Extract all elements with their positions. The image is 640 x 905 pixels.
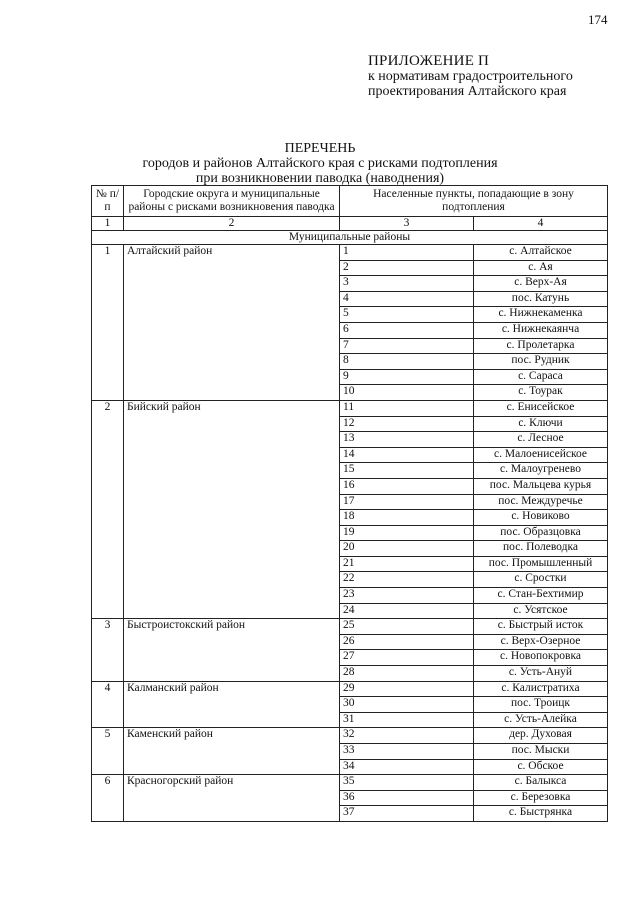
page-number: 174 (588, 12, 608, 27)
settlement-number: 32 (340, 728, 474, 744)
settlement-number: 19 (340, 525, 474, 541)
settlement-number: 16 (340, 478, 474, 494)
heading-line: при возникновении паводка (наводнения) (195, 171, 445, 186)
district-name: Алтайский район (124, 245, 340, 401)
table-row (92, 245, 608, 261)
district-name: Быстроистокский район (124, 619, 340, 681)
settlement-name: с. Усятское (474, 603, 608, 619)
settlement-name: с. Малоенисейское (474, 447, 608, 463)
settlement-number: 20 (340, 541, 474, 557)
settlement-name: с. Новопокровка (474, 650, 608, 666)
settlement-name: с. Пролетарка (474, 338, 608, 354)
settlement-number: 28 (340, 666, 474, 682)
settlement-number: 15 (340, 463, 474, 479)
settlement-name: пос. Рудник (474, 354, 608, 370)
settlement-name: с. Быстрый исток (474, 619, 608, 635)
settlement-number: 11 (340, 400, 474, 416)
district-name: Бийский район (124, 400, 340, 618)
table-row (92, 681, 608, 697)
heading-title: ПЕРЕЧЕНЬ (284, 141, 356, 156)
settlement-number: 5 (340, 307, 474, 323)
settlement-name: с. Енисейское (474, 400, 608, 416)
table-row (92, 619, 608, 635)
appendix-line: к нормативам градостроительного (368, 69, 573, 84)
settlement-name: с. Обское (474, 759, 608, 775)
table-row (92, 728, 608, 744)
settlement-number: 30 (340, 697, 474, 713)
settlement-number: 29 (340, 681, 474, 697)
settlement-name: с. Быстрянка (474, 806, 608, 822)
settlement-name: с. Сростки (474, 572, 608, 588)
settlement-number: 9 (340, 369, 474, 385)
settlement-number: 27 (340, 650, 474, 666)
settlement-name: с. Верх-Озерное (474, 634, 608, 650)
heading-line: городов и районов Алтайского края с рисками подтопления (142, 156, 498, 171)
table-body (92, 245, 608, 822)
settlement-number: 1 (340, 245, 474, 261)
settlement-number: 17 (340, 494, 474, 510)
appendix-block (368, 54, 573, 99)
section-row (92, 231, 608, 245)
settlement-name: с. Верх-Ая (474, 276, 608, 292)
column-number: 3 (340, 217, 474, 231)
settlement-name: с. Ая (474, 260, 608, 276)
column-number: 1 (92, 217, 124, 231)
settlement-name: с. Сараса (474, 369, 608, 385)
settlement-name: с. Нижнекаменка (474, 307, 608, 323)
table-row (92, 775, 608, 791)
appendix-line: проектирования Алтайского края (368, 84, 567, 99)
settlement-name: с. Нижнекаянча (474, 322, 608, 338)
settlement-number: 18 (340, 510, 474, 526)
district-name: Каменский район (124, 728, 340, 775)
district-number: 6 (92, 775, 124, 822)
settlement-name: пос. Полеводка (474, 541, 608, 557)
settlement-name: с. Березовка (474, 790, 608, 806)
settlement-name: пос. Междуречье (474, 494, 608, 510)
settlement-number: 23 (340, 588, 474, 604)
settlement-name: пос. Промышленный (474, 556, 608, 572)
settlement-name: дер. Духовая (474, 728, 608, 744)
settlement-number: 31 (340, 712, 474, 728)
settlement-name: пос. Катунь (474, 291, 608, 307)
settlement-number: 7 (340, 338, 474, 354)
district-name: Калманский район (124, 681, 340, 728)
table-row (92, 400, 608, 416)
settlement-name: пос. Мальцева курья (474, 478, 608, 494)
settlement-number: 10 (340, 385, 474, 401)
column-number: 4 (474, 217, 608, 231)
settlement-number: 24 (340, 603, 474, 619)
settlement-name: с. Стан-Бехтимир (474, 588, 608, 604)
district-number: 4 (92, 681, 124, 728)
column-number: 2 (124, 217, 340, 231)
district-number: 1 (92, 245, 124, 401)
settlement-name: с. Усть-Ануй (474, 666, 608, 682)
flood-risk-table (91, 185, 608, 822)
column-number-row (92, 217, 608, 231)
settlement-number: 12 (340, 416, 474, 432)
settlement-name: пос. Мыски (474, 744, 608, 760)
document-heading (0, 141, 640, 186)
settlement-name: с. Калистратиха (474, 681, 608, 697)
settlement-name: с. Балыкса (474, 775, 608, 791)
settlement-number: 37 (340, 806, 474, 822)
header-cell: Населенные пункты, попадающие в зону подтопления (340, 186, 608, 217)
section-title: Муниципальные районы (92, 231, 608, 245)
settlement-name: с. Новиково (474, 510, 608, 526)
settlement-name: пос. Образцовка (474, 525, 608, 541)
header-row (92, 186, 608, 217)
district-number: 3 (92, 619, 124, 681)
settlement-name: с. Усть-Алейка (474, 712, 608, 728)
settlement-number: 2 (340, 260, 474, 276)
settlement-number: 6 (340, 322, 474, 338)
settlement-number: 25 (340, 619, 474, 635)
settlement-number: 14 (340, 447, 474, 463)
settlement-number: 26 (340, 634, 474, 650)
settlement-number: 21 (340, 556, 474, 572)
settlement-name: с. Ключи (474, 416, 608, 432)
settlement-number: 3 (340, 276, 474, 292)
settlement-name: с. Лесное (474, 432, 608, 448)
settlement-name: с. Алтайское (474, 245, 608, 261)
settlement-name: с. Малоугренево (474, 463, 608, 479)
settlement-name: пос. Троицк (474, 697, 608, 713)
settlement-number: 8 (340, 354, 474, 370)
district-number: 2 (92, 400, 124, 618)
appendix-title: ПРИЛОЖЕНИЕ П (368, 53, 490, 69)
header-cell: Городские округа и муниципальные районы с рисками возникновения паводка (124, 186, 340, 217)
settlement-number: 4 (340, 291, 474, 307)
header-cell: № п/п (92, 186, 124, 217)
settlement-number: 36 (340, 790, 474, 806)
settlement-number: 34 (340, 759, 474, 775)
district-name: Красногорский район (124, 775, 340, 822)
settlement-number: 35 (340, 775, 474, 791)
settlement-number: 22 (340, 572, 474, 588)
district-number: 5 (92, 728, 124, 775)
settlement-name: с. Тоурак (474, 385, 608, 401)
settlement-number: 33 (340, 744, 474, 760)
settlement-number: 13 (340, 432, 474, 448)
